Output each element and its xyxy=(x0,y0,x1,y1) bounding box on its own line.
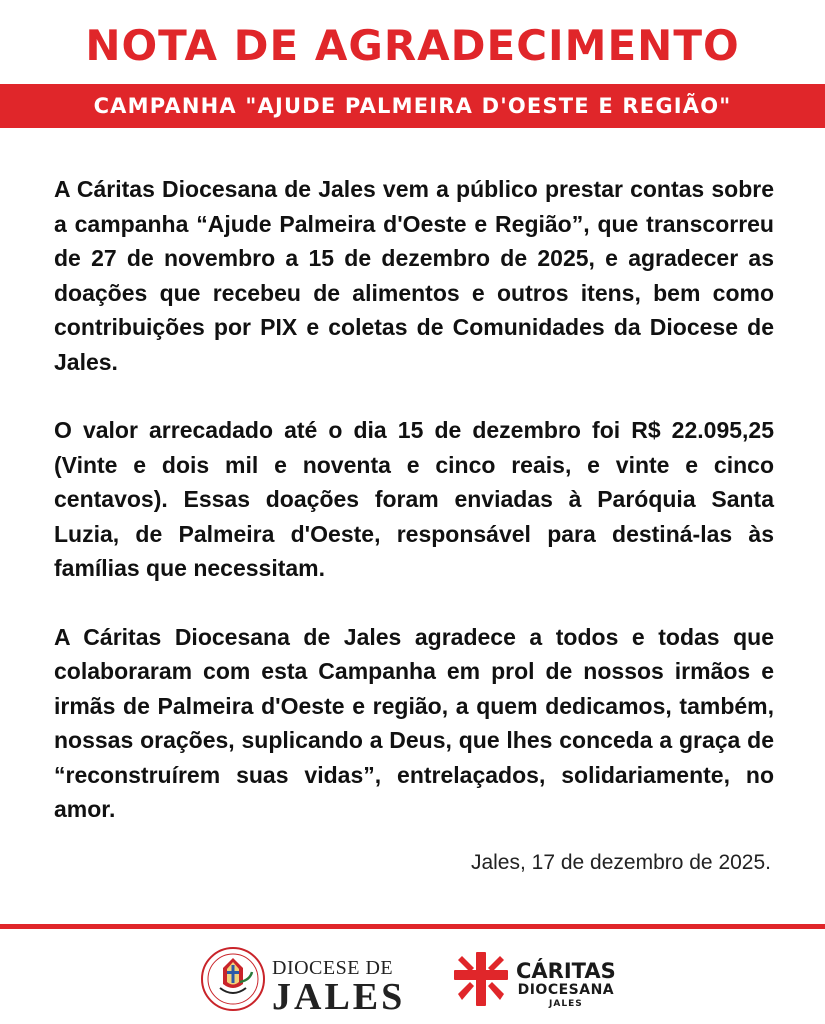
campaign-subtitle: CAMPANHA "AJUDE PALMEIRA D'OESTE E REGIÃO" xyxy=(93,94,732,118)
note-body xyxy=(54,172,774,861)
caritas-line3: JALES xyxy=(549,999,583,1009)
paragraph-1: A Cáritas Diocesana de Jales vem a público prestar contas sobre a campanha “Ajude Palmeira d'Oeste e Região”, que transcorreu de 27 de novembro a 15 de dezembro de 2025, e agradecer as doações que recebeu de alimentos e outros itens, bem como contribuições por PIX e coletas de Comunidades da Diocese de Jales. xyxy=(54,176,774,375)
paragraph-2: O valor arrecadado até o dia 15 de dezembro foi R$ 22.095,25 (Vinte e dois mil e noventa e cinco reais, e vinte e cinco centavos). Essas doações foram enviadas à Paróquia Santa Luzia, de Palmeira d'Oeste, responsável para destiná-las às famílias que necessitam. xyxy=(54,417,774,581)
diocese-logo xyxy=(200,946,406,1018)
caritas-logo xyxy=(452,946,632,1016)
caritas-wordmark xyxy=(516,960,616,1010)
caritas-line2: DIOCESANA xyxy=(517,982,615,998)
diocese-line2: JALES xyxy=(272,976,406,1018)
page-title: NOTA DE AGRADECIMENTO xyxy=(85,21,740,70)
date-signoff: Jales, 17 de dezembro de 2025. xyxy=(470,851,771,874)
footer-divider xyxy=(0,924,825,929)
diocese-wordmark xyxy=(272,958,405,1016)
paragraph-3: A Cáritas Diocesana de Jales agradece a todos e todas que colaboraram com esta Campanha em prol de nossos irmãos e irmãs de Palmeira d'Oeste e região, a quem dedicamos, também, nossas orações, suplicando a Deus, que lhes conceda a graça de “reconstruírem suas vidas”, entrelaçados, solidariamente, no amor. xyxy=(54,623,774,822)
diocese-seal-icon xyxy=(200,946,266,1012)
caritas-line1: CÁRITAS xyxy=(516,959,616,983)
diocese-line1: DIOCESE DE xyxy=(272,957,394,979)
caritas-cross-icon xyxy=(452,950,510,1008)
footer-logos xyxy=(0,940,825,1020)
campaign-banner xyxy=(0,84,825,128)
